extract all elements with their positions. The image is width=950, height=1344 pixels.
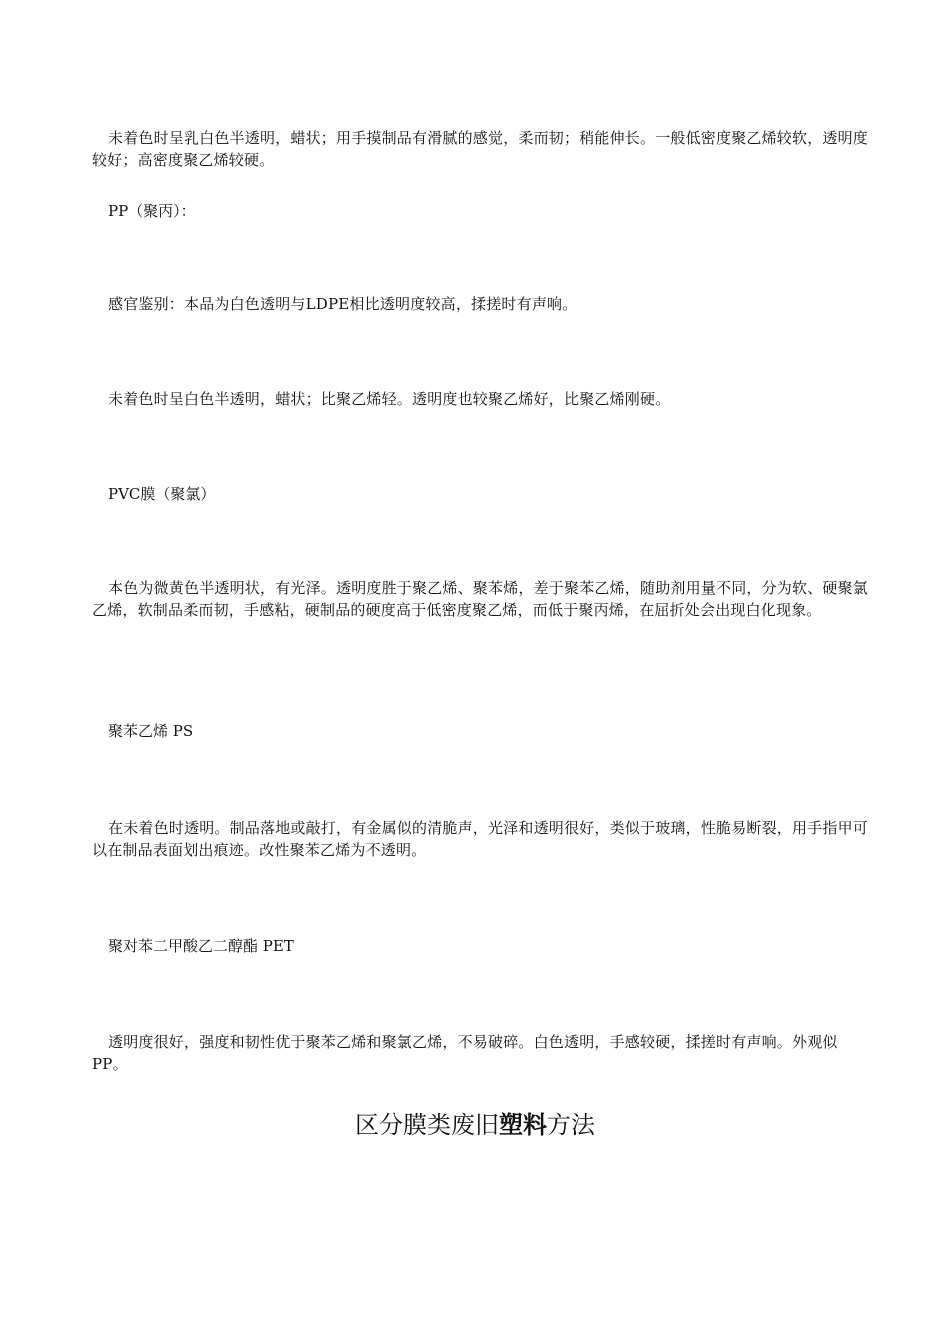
paragraph-ps-description: 在未着色时透明。制品落地或敲打，有金属似的清脆声，光泽和透明很好，类似于玻璃，性脆易断裂，用手指甲可以在制品表面划出痕迹。改性聚苯乙烯为不透明。 (92, 819, 869, 859)
paragraph-pvc-description: 本色为微黄色半透明状，有光泽。透明度胜于聚乙烯、聚苯烯，差于聚苯乙烯，随助剂用量不同，分为软、硬聚氯乙烯，软制品柔而韧，手感粘，硬制品的硬度高于低密度聚乙烯，而低于聚丙烯，在屈折处会出现白化现象。 (92, 579, 869, 619)
page-title (0, 1108, 950, 1142)
paragraph-pp-sensory: 感官鉴别：本品为白色透明与LDPE相比透明度较高，揉搓时有声响。 (108, 295, 578, 313)
heading-ps: 聚苯乙烯 PS (108, 722, 194, 740)
paragraph-pe-description: 未着色时呈乳白色半透明，蜡状；用手摸制品有滑腻的感觉，柔而韧；稍能伸长。一般低密度聚乙烯较软，透明度较好；高密度聚乙烯较硬。 (92, 129, 869, 169)
heading-pet: 聚对苯二甲酸乙二醇酯 PET (108, 937, 294, 955)
heading-pvc: PVC膜（聚氯） (108, 485, 216, 503)
paragraph-pet-description: 透明度很好，强度和韧性优于聚苯乙烯和聚氯乙烯，不易破碎。白色透明，手感较硬，揉搓时有声响。外观似PP。 (92, 1033, 838, 1073)
title-bold-word: 塑料 (499, 1110, 547, 1139)
heading-pp: PP（聚丙）： (108, 202, 196, 220)
title-part-1: 区分膜类废旧 (355, 1111, 499, 1139)
paragraph-pp-description: 未着色时呈白色半透明，蜡状；比聚乙烯轻。透明度也较聚乙烯好，比聚乙烯刚硬。 (108, 390, 671, 408)
title-part-2: 方法 (547, 1111, 595, 1139)
